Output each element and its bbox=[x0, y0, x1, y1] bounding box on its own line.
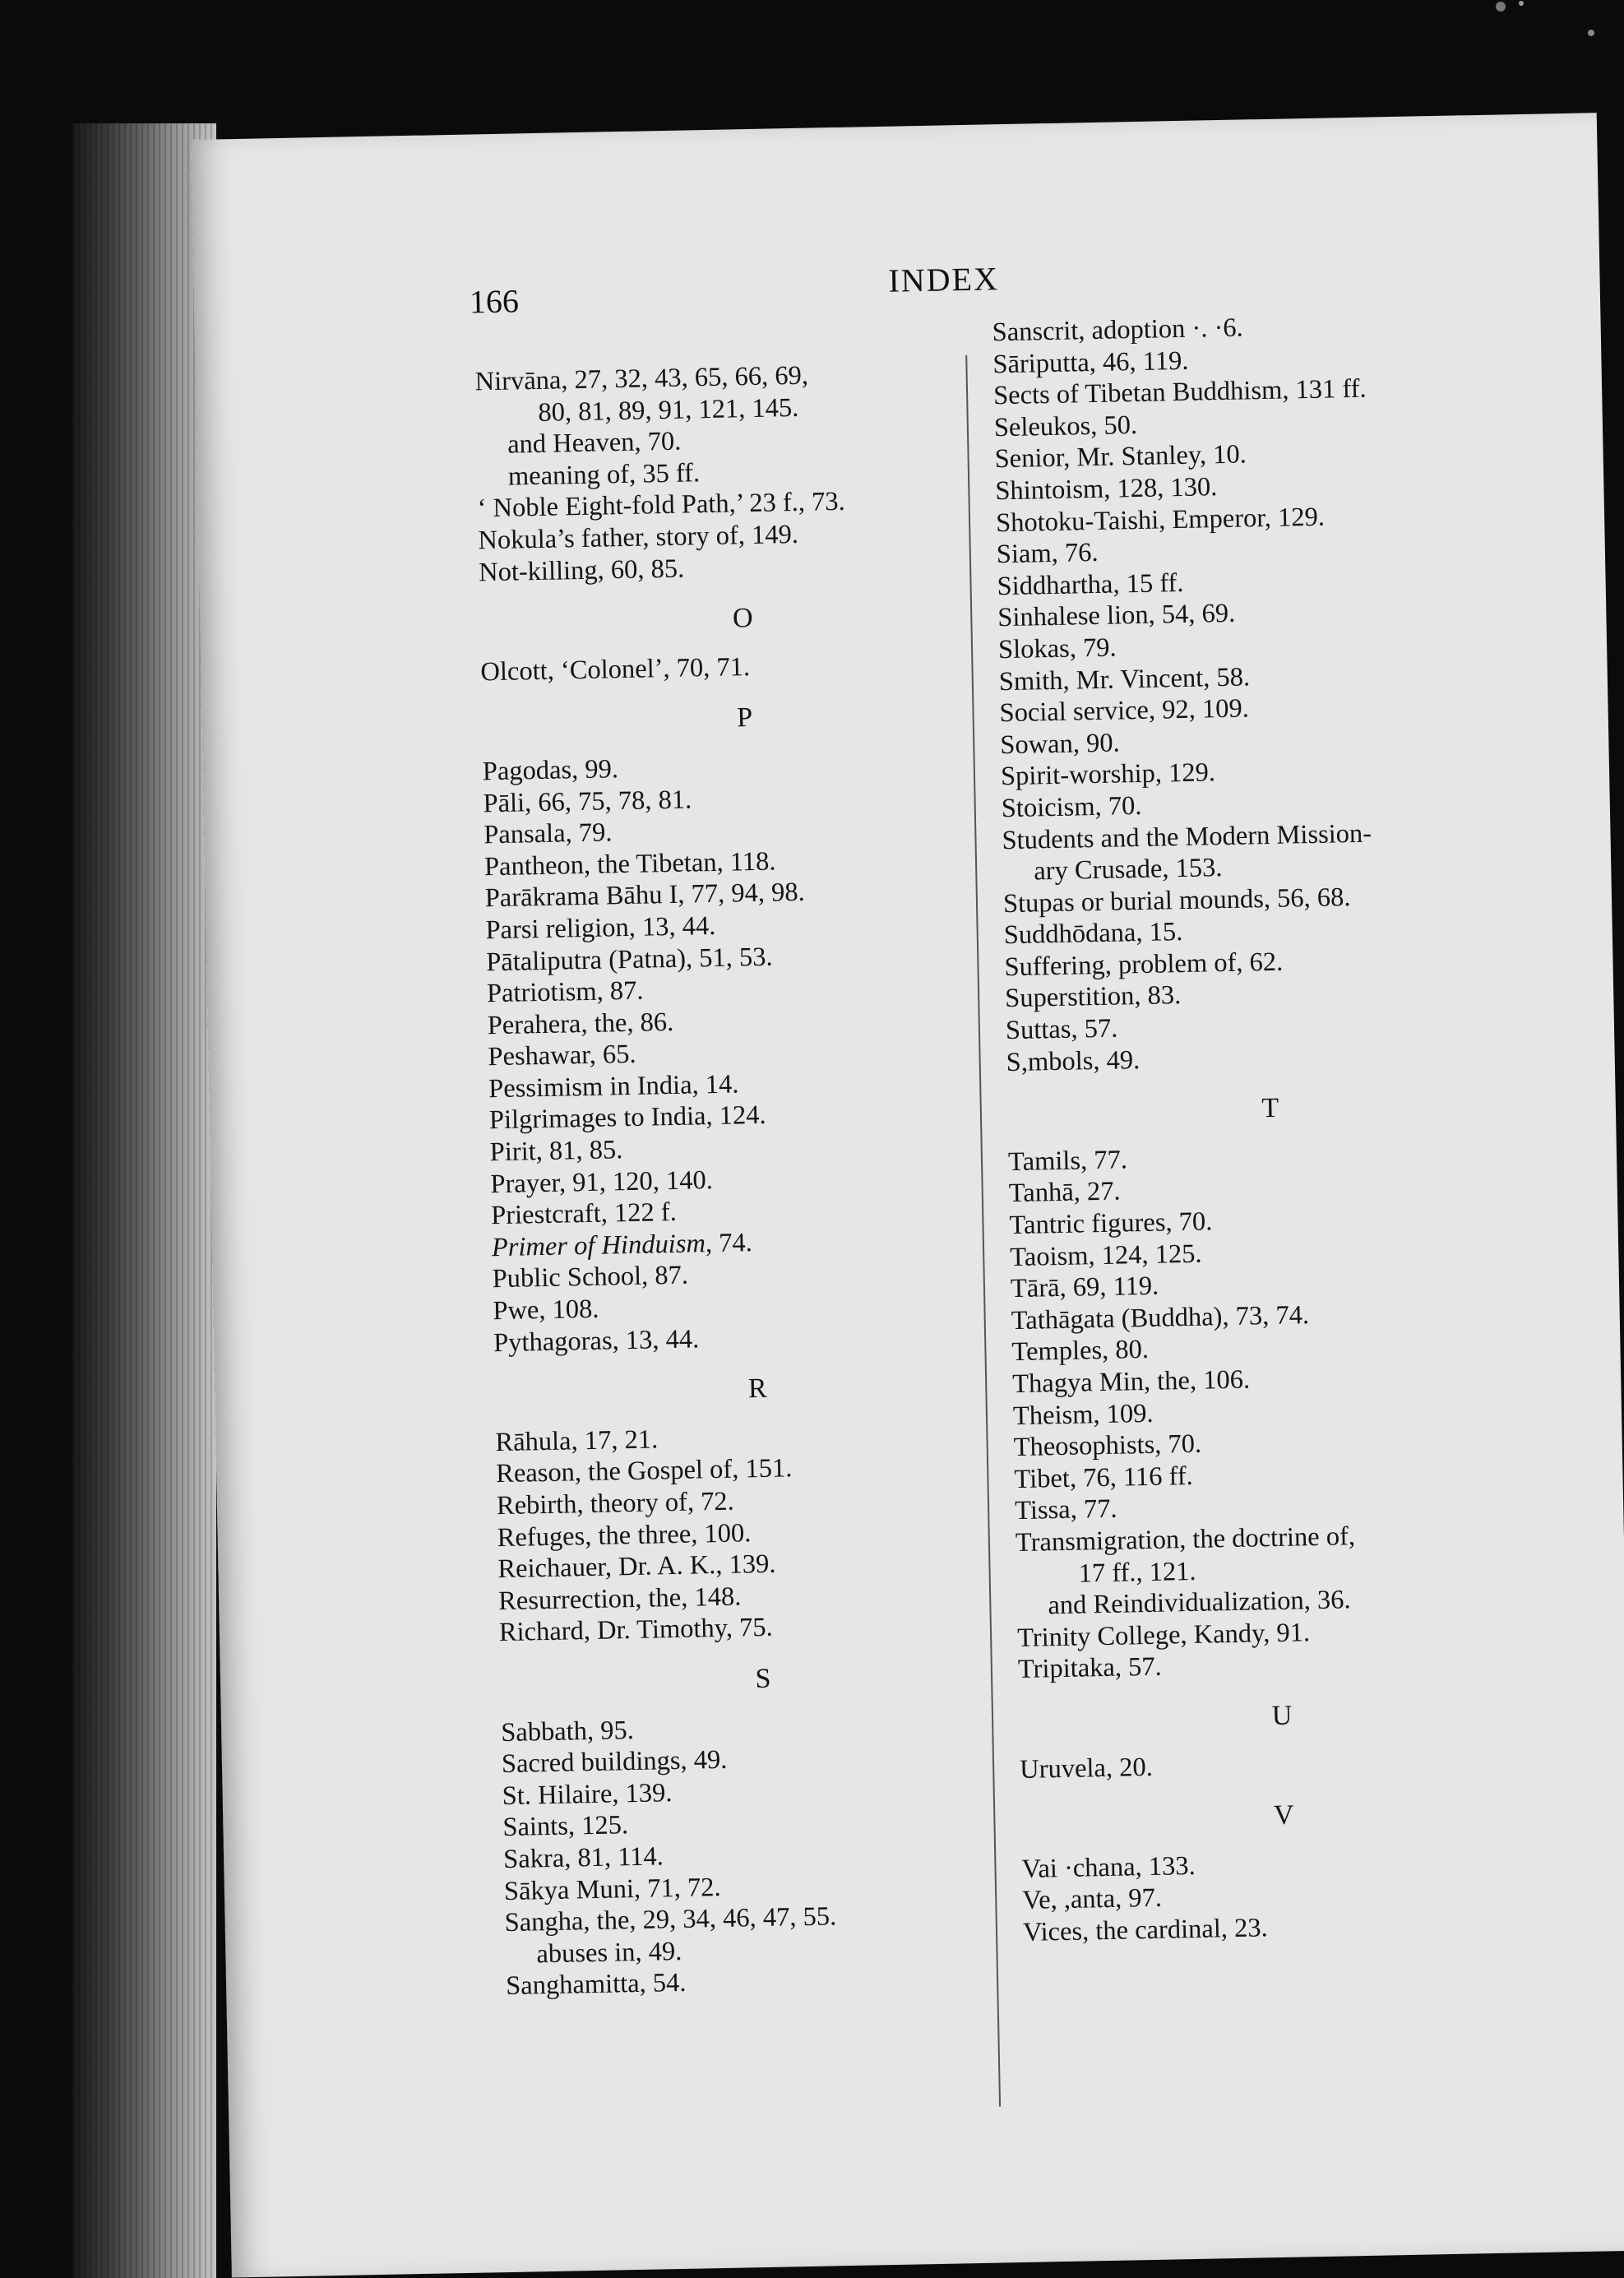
index-entry: Transmigration, the doctrine of, bbox=[1015, 1521, 1356, 1558]
index-subentry: and Heaven, 70. bbox=[507, 426, 682, 460]
index-entry: Refuges, the three, 100. bbox=[497, 1517, 752, 1553]
index-subentry: abuses in, 49. bbox=[536, 1936, 682, 1970]
index-entry: Resurrection, the, 148. bbox=[497, 1581, 742, 1616]
index-entry: Reichauer, Dr. A. K., 139. bbox=[497, 1549, 776, 1585]
index-entry-continuation: 17 ff., 121. bbox=[1078, 1556, 1196, 1589]
index-entry: ‘ Noble Eight-fold Path,’ 23 f., 73. bbox=[477, 487, 846, 524]
index-entry: Ve, ,anta, 97. bbox=[1021, 1883, 1163, 1916]
index-entry: Sowan, 90. bbox=[999, 728, 1120, 760]
index-entry: Shotoku-Taishi, Emperor, 129. bbox=[995, 502, 1326, 538]
index-entry: Stoicism, 70. bbox=[1001, 790, 1142, 824]
index-entry: Superstition, 83. bbox=[1004, 980, 1182, 1014]
index-entry: Nirvāna, 27, 32, 43, 65, 66, 69, bbox=[474, 360, 809, 397]
index-entry: Sanghamitta, 54. bbox=[505, 1968, 687, 2002]
index-entry: Pāli, 66, 75, 78, 81. bbox=[483, 784, 692, 818]
index-entry: Reason, the Gospel of, 151. bbox=[495, 1453, 793, 1489]
index-entry: Sects of Tibetan Buddhism, 131 ff. bbox=[992, 373, 1367, 411]
section-letter: P bbox=[736, 702, 753, 734]
index-entry: Thagya Min, the, 106. bbox=[1011, 1364, 1251, 1400]
index-entry: Tārā, 69, 119. bbox=[1010, 1271, 1159, 1304]
index-entry: Theosophists, 70. bbox=[1013, 1428, 1202, 1463]
section-letter: O bbox=[732, 603, 753, 634]
index-entry: Suddhōdana, 15. bbox=[1003, 917, 1183, 951]
index-entry: Pythagoras, 13, 44. bbox=[493, 1324, 700, 1358]
index-entry: Rebirth, theory of, 72. bbox=[496, 1486, 735, 1521]
index-entry: Pwe, 108. bbox=[493, 1294, 599, 1327]
index-entry: Students and the Modern Mission- bbox=[1002, 818, 1372, 855]
index-entry: Stupas or burial mounds, 56, 68. bbox=[1002, 882, 1351, 919]
index-subentry: and Reindividualization, 36. bbox=[1048, 1585, 1351, 1621]
index-entry: Siddhartha, 15 ff. bbox=[997, 567, 1184, 602]
index-entry-continuation: 80, 81, 89, 91, 121, 145. bbox=[538, 392, 799, 428]
index-entry: Tantric figures, 70. bbox=[1009, 1206, 1213, 1241]
running-head: INDEX bbox=[888, 260, 1000, 299]
index-entry: S,mbols, 49. bbox=[1006, 1044, 1141, 1077]
index-page bbox=[191, 113, 1624, 2277]
index-entry: Trinity College, Kandy, 91. bbox=[1016, 1617, 1311, 1653]
index-entry: Sanscrit, adoption ·. ·6. bbox=[992, 313, 1244, 348]
index-entry: Peshawar, 65. bbox=[488, 1039, 636, 1072]
index-entry: Public School, 87. bbox=[492, 1261, 689, 1294]
book-title: Primer of Hinduism bbox=[491, 1229, 706, 1263]
index-column-left bbox=[474, 356, 1032, 2003]
index-entry: Suffering, problem of, 62. bbox=[1004, 947, 1284, 983]
index-entry: Sabbath, 95. bbox=[500, 1715, 635, 1748]
index-entry: Pirit, 81, 85. bbox=[489, 1135, 623, 1168]
index-entry: Theism, 109. bbox=[1012, 1398, 1154, 1431]
index-entry: Pantheon, the Tibetan, 118. bbox=[483, 846, 776, 882]
index-entry: Parsi religion, 13, 44. bbox=[485, 910, 716, 946]
index-entry: Pilgrimages to India, 124. bbox=[488, 1100, 766, 1136]
section-letter: V bbox=[1273, 1799, 1294, 1831]
index-entry: Tripitaka, 57. bbox=[1017, 1652, 1163, 1685]
page-references: , 74. bbox=[705, 1227, 753, 1259]
index-entry: Siam, 76. bbox=[996, 538, 1099, 570]
index-entry: Pessimism in India, 14. bbox=[488, 1069, 739, 1104]
index-entry: Tibet, 76, 116 ff. bbox=[1014, 1461, 1194, 1494]
index-entry: Olcott, ‘Colonel’, 70, 71. bbox=[480, 651, 751, 688]
index-entry: Sāriputta, 46, 119. bbox=[992, 345, 1189, 379]
section-letter: S bbox=[755, 1663, 771, 1695]
index-entry: Richard, Dr. Timothy, 75. bbox=[498, 1613, 774, 1648]
index-entry: Pātaliputra (Patna), 51, 53. bbox=[485, 942, 773, 977]
index-entry: St. Hilaire, 139. bbox=[502, 1777, 673, 1811]
scan-dust-marks bbox=[1484, 0, 1608, 49]
index-entry: Smith, Mr. Vincent, 58. bbox=[998, 661, 1251, 697]
book-page-edges bbox=[72, 123, 216, 2278]
index-entry: Prayer, 91, 120, 140. bbox=[490, 1164, 714, 1199]
index-entry: Pansala, 79. bbox=[483, 817, 613, 850]
index-entry: Senior, Mr. Stanley, 10. bbox=[994, 439, 1247, 475]
index-entry: Rāhula, 17, 21. bbox=[495, 1424, 659, 1457]
index-entry: Sinhalese lion, 54, 69. bbox=[997, 599, 1236, 633]
index-entry: Seleukos, 50. bbox=[993, 410, 1138, 443]
section-letter: T bbox=[1261, 1093, 1279, 1124]
index-entry: Shintoism, 128, 130. bbox=[995, 472, 1218, 507]
index-entry: Sangha, the, 29, 34, 46, 47, 55. bbox=[504, 1901, 837, 1938]
index-entry: Slokas, 79. bbox=[997, 632, 1117, 665]
index-entry: Parākrama Bāhu I, 77, 94, 98. bbox=[484, 877, 806, 914]
index-entry: Tissa, 77. bbox=[1014, 1494, 1117, 1526]
index-entry: Pagodas, 99. bbox=[482, 754, 619, 787]
index-entry: Suttas, 57. bbox=[1005, 1013, 1118, 1046]
index-entry: Priestcraft, 122 f. bbox=[490, 1197, 678, 1231]
index-entry: Vai ·chana, 133. bbox=[1021, 1850, 1196, 1884]
index-entry: Patriotism, 87. bbox=[486, 975, 644, 1009]
index-entry: Not-killing, 60, 85. bbox=[478, 553, 685, 587]
page-number: 166 bbox=[469, 282, 520, 321]
index-entry: Temples, 80. bbox=[1011, 1335, 1150, 1368]
index-entry: Tamils, 77. bbox=[1007, 1145, 1128, 1177]
index-entry: Sākya Muni, 71, 72. bbox=[503, 1872, 721, 1906]
index-entry: Sakra, 81, 114. bbox=[502, 1841, 664, 1875]
index-entry: Uruvela, 20. bbox=[1019, 1752, 1154, 1785]
index-entry: Taoism, 124, 125. bbox=[1009, 1239, 1202, 1272]
index-entry: Tanhā, 27. bbox=[1008, 1176, 1121, 1209]
index-column-right bbox=[992, 307, 1549, 1948]
index-entry: Tathāgata (Buddha), 73, 74. bbox=[1011, 1299, 1310, 1336]
section-letter: U bbox=[1271, 1700, 1293, 1732]
section-letter: R bbox=[747, 1373, 767, 1405]
index-entry: Vices, the cardinal, 23. bbox=[1022, 1913, 1268, 1947]
index-entry: Spirit-worship, 129. bbox=[1000, 757, 1216, 792]
index-entry: Sacred buildings, 49. bbox=[501, 1744, 728, 1780]
index-entry: Saints, 125. bbox=[502, 1810, 629, 1843]
index-entry: Social service, 92, 109. bbox=[999, 693, 1250, 729]
index-entry: Perahera, the, 86. bbox=[487, 1007, 674, 1040]
index-entry: Nokula’s father, story of, 149. bbox=[478, 519, 799, 556]
index-subentry: meaning of, 35 ff. bbox=[507, 457, 701, 492]
index-subentry: ary Crusade, 153. bbox=[1033, 853, 1223, 887]
